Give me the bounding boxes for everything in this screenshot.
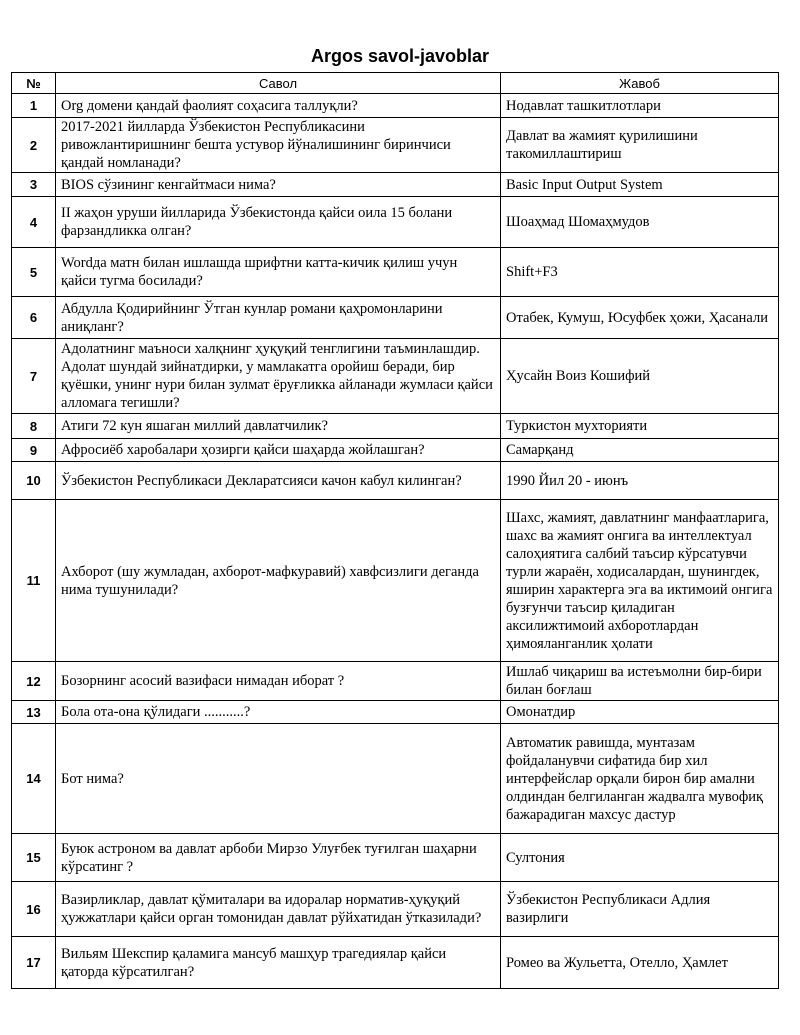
- table-row: [12, 701, 779, 724]
- table-row: [12, 937, 779, 989]
- question-cell: Атиги 72 кун яшаган миллий давлатчилик?: [56, 414, 501, 439]
- row-number: 17: [12, 937, 56, 989]
- question-cell: Буюк астроном ва давлат арбоби Мирзо Улуғбек туғилган шаҳарни кўрсатинг ?: [56, 834, 501, 882]
- table-row: [12, 724, 779, 834]
- table-row: [12, 662, 779, 701]
- table-row: [12, 414, 779, 439]
- row-number: 13: [12, 701, 56, 724]
- answer-cell: Нодавлат ташкитлотлари: [501, 94, 779, 118]
- row-number: 8: [12, 414, 56, 439]
- answer-cell: Отабек, Кумуш, Юсуфбек ҳожи, Ҳасанали: [501, 297, 779, 339]
- question-cell: Wordда матн билан ишлашда шрифтни катта-кичик қилиш учун қайси тугма босилади?: [56, 248, 501, 297]
- table-row: [12, 118, 779, 173]
- row-number: 9: [12, 439, 56, 462]
- row-number: 10: [12, 462, 56, 500]
- table-row: [12, 197, 779, 248]
- question-cell: Бола ота-она қўлидаги ...........?: [56, 701, 501, 724]
- table-row: [12, 882, 779, 937]
- row-number: 6: [12, 297, 56, 339]
- row-number: 3: [12, 173, 56, 197]
- row-number: 11: [12, 500, 56, 662]
- answer-cell: Автоматик равишда, мунтазам фойдаланувчи сифатида бир хил интерфейслар орқали бирон бир амални олдиндан белгиланган жадвалга мувофиқ бажарадиган махсус дастур: [501, 724, 779, 834]
- header-question: Савол: [56, 73, 501, 94]
- answer-cell: 1990 Йил 20 - июнъ: [501, 462, 779, 500]
- answer-cell: Туркистон мухторияти: [501, 414, 779, 439]
- answer-cell: Shift+F3: [501, 248, 779, 297]
- table-row: [12, 94, 779, 118]
- table-row: [12, 834, 779, 882]
- table-row: [12, 439, 779, 462]
- row-number: 15: [12, 834, 56, 882]
- table-row: [12, 462, 779, 500]
- row-number: 16: [12, 882, 56, 937]
- answer-cell: Ўзбекистон Республикаси Адлия вазирлиги: [501, 882, 779, 937]
- question-cell: Адолатнинг маъноси халқнинг ҳуқуқий тенглигини таъминлашдир. Адолат шундай зийнатдирки, у мамлакатга оройиш беради, бир қуёшки, унинг нури билан зулмат ёруғликка айланади жумласи қайси алломага тегишли?: [56, 339, 501, 414]
- question-cell: II жаҳон уруши йилларида Ўзбекистонда қайси оила 15 болани фарзандликка олган?: [56, 197, 501, 248]
- question-cell: Вильям Шекспир қаламига мансуб машҳур трагедиялар қайси қаторда кўрсатилган?: [56, 937, 501, 989]
- question-cell: 2017-2021 йилларда Ўзбекистон Республикасини ривожлантиришнинг бешта устувор йўналишининг биринчиси қандай номланади?: [56, 118, 501, 173]
- question-cell: Бот нима?: [56, 724, 501, 834]
- question-cell: Афросиёб харобалари ҳозирги қайси шаҳарда жойлашган?: [56, 439, 501, 462]
- header-row: [12, 73, 779, 94]
- question-cell: Абдулла Қодирийнинг Ўтган кунлар романи қаҳромонларини аниқланг?: [56, 297, 501, 339]
- row-number: 7: [12, 339, 56, 414]
- answer-cell: Ишлаб чиқариш ва истеъмолни бир-бири билан боғлаш: [501, 662, 779, 701]
- answer-cell: Омонатдир: [501, 701, 779, 724]
- answer-cell: Ромео ва Жульетта, Отелло, Ҳамлет: [501, 937, 779, 989]
- header-answer: Жавоб: [501, 73, 779, 94]
- page-title: Argos savol-javoblar: [310, 46, 490, 66]
- row-number: 14: [12, 724, 56, 834]
- answer-cell: Ҳусайн Воиз Кошифий: [501, 339, 779, 414]
- table-row: [12, 173, 779, 197]
- question-cell: BIOS сўзининг кенгайтмаси нима?: [56, 173, 501, 197]
- answer-cell: Шахс, жамият, давлатнинг манфаатларига, шахс ва жамият онгига ва интеллектуал салоҳиятига салбий таъсир кўрсатувчи турли жараён, ходисалардан, шунингдек, яширин характерга эга ва иктимоий онгига бузғунчи таъсир қиладиган аксилижтимоий ахборотлардан ҳимояланганлик ҳолати: [501, 500, 779, 662]
- row-number: 2: [12, 118, 56, 173]
- question-cell: Вазирликлар, давлат қўмиталари ва идоралар норматив-ҳуқуқий ҳужжатлари қайси орган томонидан давлат рўйхатидан ўтказилади?: [56, 882, 501, 937]
- qa-table: [11, 72, 779, 989]
- answer-cell: Давлат ва жамият қурилишини такомиллаштириш: [501, 118, 779, 173]
- question-cell: Бозорнинг асосий вазифаси нимадан иборат ?: [56, 662, 501, 701]
- answer-cell: Самарқанд: [501, 439, 779, 462]
- row-number: 1: [12, 94, 56, 118]
- table-row: [12, 297, 779, 339]
- question-cell: Ўзбекистон Республикаси Декларатсияси качон кабул килинган?: [56, 462, 501, 500]
- row-number: 5: [12, 248, 56, 297]
- answer-cell: Султония: [501, 834, 779, 882]
- table-row: [12, 339, 779, 414]
- answer-cell: Шоаҳмад Шомаҳмудов: [501, 197, 779, 248]
- answer-cell: Basic Input Output System: [501, 173, 779, 197]
- table-row: [12, 500, 779, 662]
- row-number: 12: [12, 662, 56, 701]
- row-number: 4: [12, 197, 56, 248]
- header-number: №: [12, 73, 56, 94]
- question-cell: Org домени қандай фаолият соҳасига таллуқли?: [56, 94, 501, 118]
- table-row: [12, 248, 779, 297]
- question-cell: Ахборот (шу жумладан, ахборот-мафкуравий) хавфсизлиги деганда нима тушунилади?: [56, 500, 501, 662]
